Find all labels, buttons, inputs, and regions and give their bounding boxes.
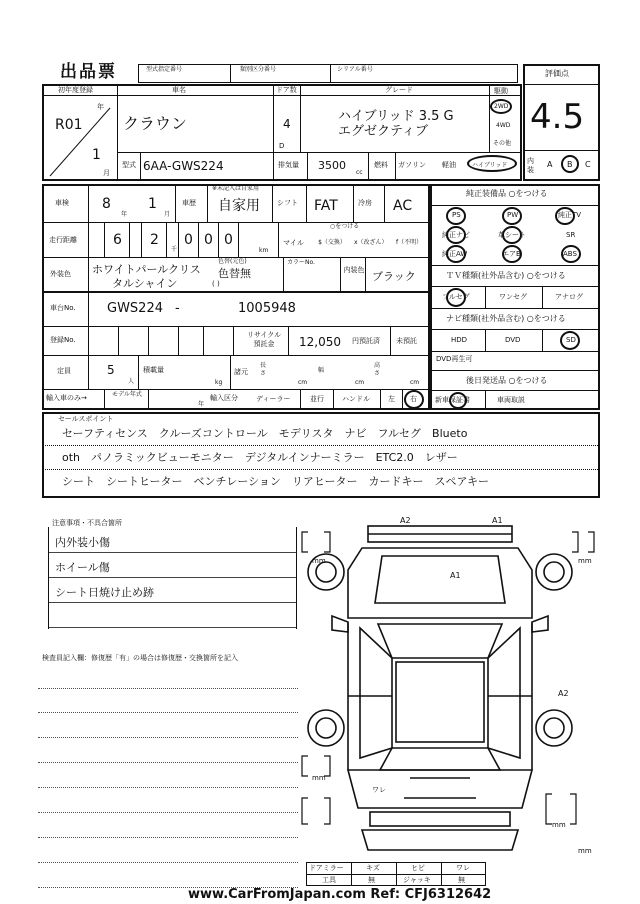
width-label: 幅 [318,367,325,374]
drive-label: 駆動 [494,87,508,95]
handle-left: 左 [388,395,395,403]
cooler-label: 冷房 [358,199,372,207]
interior-a: A [547,160,553,169]
interior-c: C [585,160,591,169]
navi-hdd: HDD [451,336,468,344]
interior-b-circle [561,155,579,173]
grade-line2: エグゼクティブ [338,124,428,139]
capacity-unit: 人 [128,378,135,385]
score-label: 評価点 [545,69,569,78]
mileage-thousand-unit: 千 [171,246,178,253]
history-note: ※未記入は自家用 [212,185,260,192]
navi-dvd: DVD [505,336,521,344]
height-unit: cm [410,379,420,386]
equip-tv-circle [555,207,575,225]
first-reg-year: R01 [55,117,83,133]
exterior-color-line2: タルシャイン [112,277,178,290]
handle-label: ハンドル [342,395,370,403]
legend-hibi: ヒビ [411,864,425,872]
shift-value: FAT [314,198,338,214]
model-designation-label: 型式指定番号 [146,66,183,73]
color-no-label: カラーNo. [287,259,315,266]
tv-fullseg-circle [446,288,466,307]
legend-tools-value: 無 [368,876,375,884]
after-manual: 車両取説 [497,396,525,404]
shaken-year-unit: 年 [121,211,128,218]
length-unit: cm [298,379,308,386]
mileage-digit-2: 2 [150,232,159,248]
legend-mirror: ドアミラー [309,864,344,872]
history-value: 自家用 [218,198,260,214]
tv-type-title: ＴＶ種類(社外品含む) ○をつける [446,271,566,280]
grade-label: グレード [385,86,413,94]
navi-type-title: ナビ種類(社外品含む) ○をつける [446,314,566,323]
shaken-label: 車検 [55,199,69,207]
equip-navi-circle [446,226,466,244]
model-value: 6AA-GWS224 [143,159,224,173]
footer-reference: www.CarFromJapan.com Ref: CFJ6312642 [188,887,492,902]
handle-right-circle [404,390,424,409]
mileage-digit-3: 0 [184,232,193,248]
history-label: 車歴 [182,199,196,207]
equip-aw: 純正AW [442,250,468,258]
drive-4wd: 4WD [496,122,511,129]
load-label: 積載量 [143,366,164,374]
equip-airbag-circle [502,245,522,263]
fuel-hybrid-circle [467,155,517,172]
height-label: 高さ [374,362,381,377]
spec-number-boxes [138,64,518,83]
doors-label: ドア数 [276,86,297,94]
legend-scratch: キズ [366,864,380,872]
interior-color-label: 内装色 [343,266,365,274]
legend-jack-value: 無 [458,876,465,884]
recycle-label: リサイクル預託金 [246,331,282,348]
equip-leather-circle [502,226,522,244]
recycle-value: 12,050 [299,335,341,349]
category-number-label: 類別区分番号 [240,66,277,73]
displacement-value: 3500 [318,159,346,172]
registration-label: 登録No. [50,336,76,344]
mileage-label: 走行距離 [49,236,77,244]
equipment-title: 純正装備品 ○をつける [466,189,548,198]
handle-right: 右 [410,395,417,403]
recycle-unit: 円預託済 [352,337,380,345]
chassis-label: 車台No. [50,304,76,312]
mm-rear-left: mm [312,774,326,782]
after-title: 後日発送品 ○をつける [466,376,548,385]
damage-a1-front: A1 [492,516,503,525]
orig-color-label: 色替(元色) [218,258,247,265]
after-warranty-circle [449,392,467,409]
legend-ware: ワレ [456,864,470,872]
exterior-color-line1: ホワイトパールクリス [92,263,201,276]
fuel-hybrid: ハイブリッド [472,162,508,169]
drive-other: その他 [493,140,512,147]
mm-front-right: mm [578,557,592,565]
shaken-month: 1 [148,196,157,212]
first-reg-slash [44,98,116,180]
car-diagram [300,508,605,868]
first-reg-label: 初年度登録 [58,86,93,94]
meter-exchange: $（交換） [318,239,346,246]
drive-2wd: 2WD [494,103,509,110]
equip-pw-circle [502,207,522,225]
mileage-km-unit: km [259,247,269,254]
cooler-value: AC [393,198,413,214]
shaken-year: 8 [102,196,111,212]
model-year-label: モデル年式 [112,391,142,398]
meter-tamper: x（改ざん） [354,239,388,246]
equip-abs-circle [561,245,581,263]
score-value: 4.5 [530,97,585,137]
import-label: 輸入車のみ→ [46,394,87,402]
navi-sd: SD [566,336,576,344]
chassis-dash: - [175,301,180,316]
shaken-month-unit: 月 [164,211,171,218]
door-type: D [279,142,285,150]
note-3: シート日焼け止め跡 [55,586,154,599]
fuel-label: 燃料 [374,161,388,169]
mileage-mile: マイル [283,239,304,247]
month-unit: 月 [103,169,110,177]
chassis-number: 1005948 [238,301,296,316]
orig-color-paren: ( ) [212,280,220,288]
equip-aw-circle [446,245,466,263]
mm-rear-right: mm [552,821,566,829]
equip-leather: 革シート [498,231,526,239]
doors-value: 4 [283,117,291,131]
capacity-label: 定員 [57,367,71,375]
navi-sd-circle [560,331,580,350]
mileage-digit-1: 6 [113,232,122,248]
interior-color-value: ブラック [372,270,416,283]
notes-label: 注意事項・不具合箇所 [52,519,122,527]
equip-sr: SR [566,231,576,239]
damage-a2-front: A2 [400,516,411,525]
first-reg-month: 1 [92,147,101,163]
fuel-gasoline: ガソリン [398,161,426,169]
interior-b: B [567,160,573,169]
legend-tools: 工具 [322,876,336,884]
details-block [42,184,430,410]
note-1: 内外装小傷 [55,536,110,549]
recycle-not: 未預託 [396,337,417,345]
serial-number-label: シリアル番号 [337,66,373,73]
cc-unit: cc [356,169,363,176]
shift-label: シフト [277,199,298,207]
year-unit: 年 [97,103,104,111]
fuel-diesel: 軽油 [442,161,456,169]
dvd-play: DVD再生可 [436,355,473,363]
sales-line-2: oth パノラミックビューモニター デジタルインナーミラー ETC2.0 レザー [62,451,458,464]
car-name: クラウン [123,114,188,133]
drive-2wd-circle [490,99,512,114]
sales-line-3: シート シートヒーター ベンチレーション リアヒーター カードキー スペアキー [62,475,490,488]
tv-fullseg: フルセグ [442,293,470,301]
equip-abs: ABS [563,250,577,258]
width-unit: cm [355,379,365,386]
car-name-label: 車名 [172,86,186,94]
mileage-digit-5: 0 [224,232,233,248]
meter-unknown: f（不明） [396,239,423,246]
legend-jack: ジャッキ [403,876,431,884]
after-warranty: 新車保証書 [435,396,470,404]
displacement-label: 排気量 [278,161,299,169]
equip-ps: PS [452,211,461,219]
equip-navi: 純正ナビ [442,231,470,239]
equip-airbag: エアB [502,250,521,258]
chassis-model: GWS224 [107,301,163,316]
sales-points-label: セールスポイント [58,415,114,423]
sheet-title: 出品票 [60,62,117,82]
interior-label: 内装 [527,157,534,174]
model-year-unit: 年 [198,401,205,408]
note-2: ホイール傷 [55,561,110,574]
import-class-label: 輸入区分 [210,394,238,402]
mileage-digit-4: 0 [204,232,213,248]
equip-pw: PW [507,211,519,219]
damage-a1-hood: A1 [450,571,461,580]
model-label: 型式 [122,161,136,169]
load-unit: kg [215,379,223,386]
tv-oneseg: ワンセグ [499,293,527,301]
orig-color-value: 色替無 [218,267,251,280]
grade-line1: ハイブリッド 3.5 G [338,109,454,124]
tv-analog: アナログ [555,293,583,301]
damage-a2-rear: A2 [558,689,569,698]
inspector-label: 検査員記入欄：修復歴「有」の場合は修復歴・交換箇所を記入 [42,654,238,662]
mm-front-left: mm [312,557,326,565]
dimensions-label: 諸元 [234,368,248,376]
import-parallel: 並行 [310,395,324,403]
meter-note: ○をつける [330,223,360,230]
damage-crack-rear: ワレ [372,786,386,794]
import-dealer: ディーラー [256,395,291,403]
mm-spare: mm [578,847,592,855]
length-label: 長さ [260,362,267,377]
capacity-value: 5 [107,363,115,377]
equip-tv: 純正TV [558,211,582,219]
equip-ps-circle [446,207,466,225]
exterior-color-label: 外装色 [50,270,71,278]
sales-line-1: セーフティセンス クルーズコントロール モデリスタ ナビ フルセグ Blueto [62,427,468,440]
